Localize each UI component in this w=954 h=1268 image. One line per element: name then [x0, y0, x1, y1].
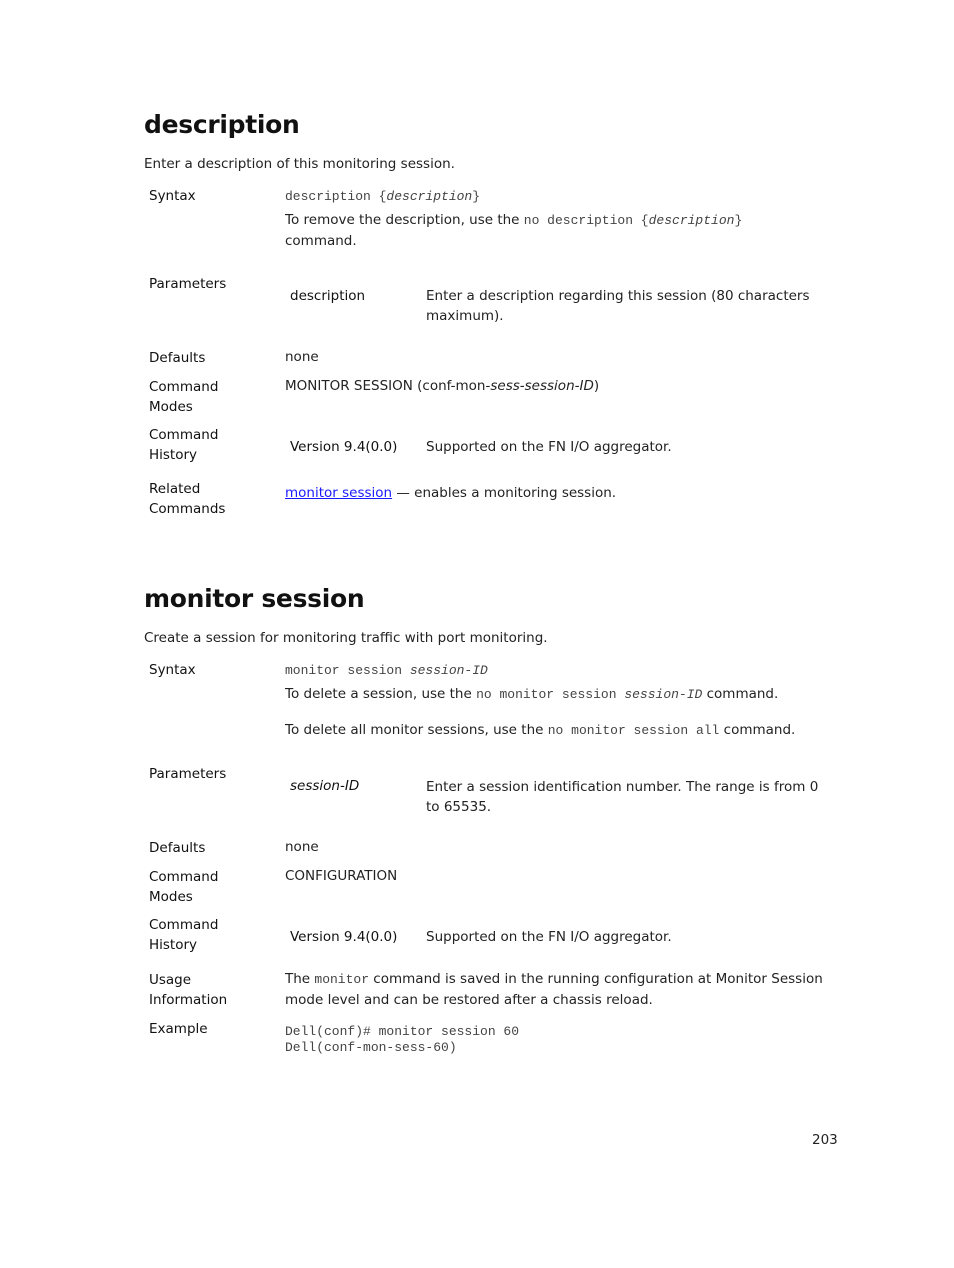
history-version: Version 9.4(0.0)	[290, 439, 398, 455]
parameter-description: Enter a session identification number. The range is from 0 to 65535.	[426, 779, 819, 815]
syntax-delete-all-note: To delete all monitor sessions, use the no monitor session all command.	[285, 722, 796, 738]
page-number: 203	[812, 1132, 838, 1148]
label-usage-information: Usage Information	[149, 972, 228, 1008]
section-title-description: description	[144, 110, 300, 139]
history-description: Supported on the FN I/O aggregator.	[426, 929, 672, 945]
label-example: Example	[149, 1021, 208, 1037]
defaults-value: none	[285, 839, 319, 855]
section-title-monitor-session: monitor session	[144, 584, 365, 613]
syntax-remove-note: To remove the description, use the no description {description} command.	[285, 212, 743, 249]
label-syntax: Syntax	[149, 188, 196, 204]
history-version: Version 9.4(0.0)	[290, 929, 398, 945]
syntax-command: description {description}	[285, 189, 481, 204]
history-description: Supported on the FN I/O aggregator.	[426, 439, 672, 455]
section-intro: Enter a description of this monitoring session.	[144, 156, 455, 172]
syntax-command: monitor session session-ID	[285, 663, 488, 678]
command-modes-value: CONFIGURATION	[285, 868, 398, 884]
section-intro: Create a session for monitoring traffic with port monitoring.	[144, 630, 548, 646]
parameter-name: description	[290, 288, 366, 304]
monitor-session-link[interactable]: monitor session	[285, 485, 393, 501]
label-defaults: Defaults	[149, 840, 206, 856]
command-modes-value: MONITOR SESSION (conf-mon-sess-session-ID)	[285, 378, 600, 394]
syntax-block	[285, 186, 830, 251]
syntax-block	[285, 660, 830, 741]
label-parameters: Parameters	[149, 766, 227, 782]
example-code: Dell(conf)# monitor session 60 Dell(conf-mon-sess-60)	[285, 1024, 520, 1055]
label-related-commands: Related Commands	[149, 481, 226, 517]
label-defaults: Defaults	[149, 350, 206, 366]
parameter-name: session-ID	[290, 778, 360, 794]
usage-information-value: The monitor command is saved in the running configuration at Monitor Session mode level and can be restored after a chassis reload.	[285, 971, 823, 1008]
label-command-modes: Command Modes	[149, 379, 219, 415]
label-command-history: Command History	[149, 427, 219, 463]
label-command-modes: Command Modes	[149, 869, 219, 905]
label-syntax: Syntax	[149, 662, 196, 678]
label-parameters: Parameters	[149, 276, 227, 292]
defaults-value: none	[285, 349, 319, 365]
parameter-description: Enter a description regarding this session (80 characters maximum).	[426, 288, 810, 324]
label-command-history: Command History	[149, 917, 219, 953]
related-commands-value: monitor session — enables a monitoring session.	[285, 485, 617, 501]
syntax-delete-note: To delete a session, use the no monitor session session-ID command.	[285, 686, 779, 702]
